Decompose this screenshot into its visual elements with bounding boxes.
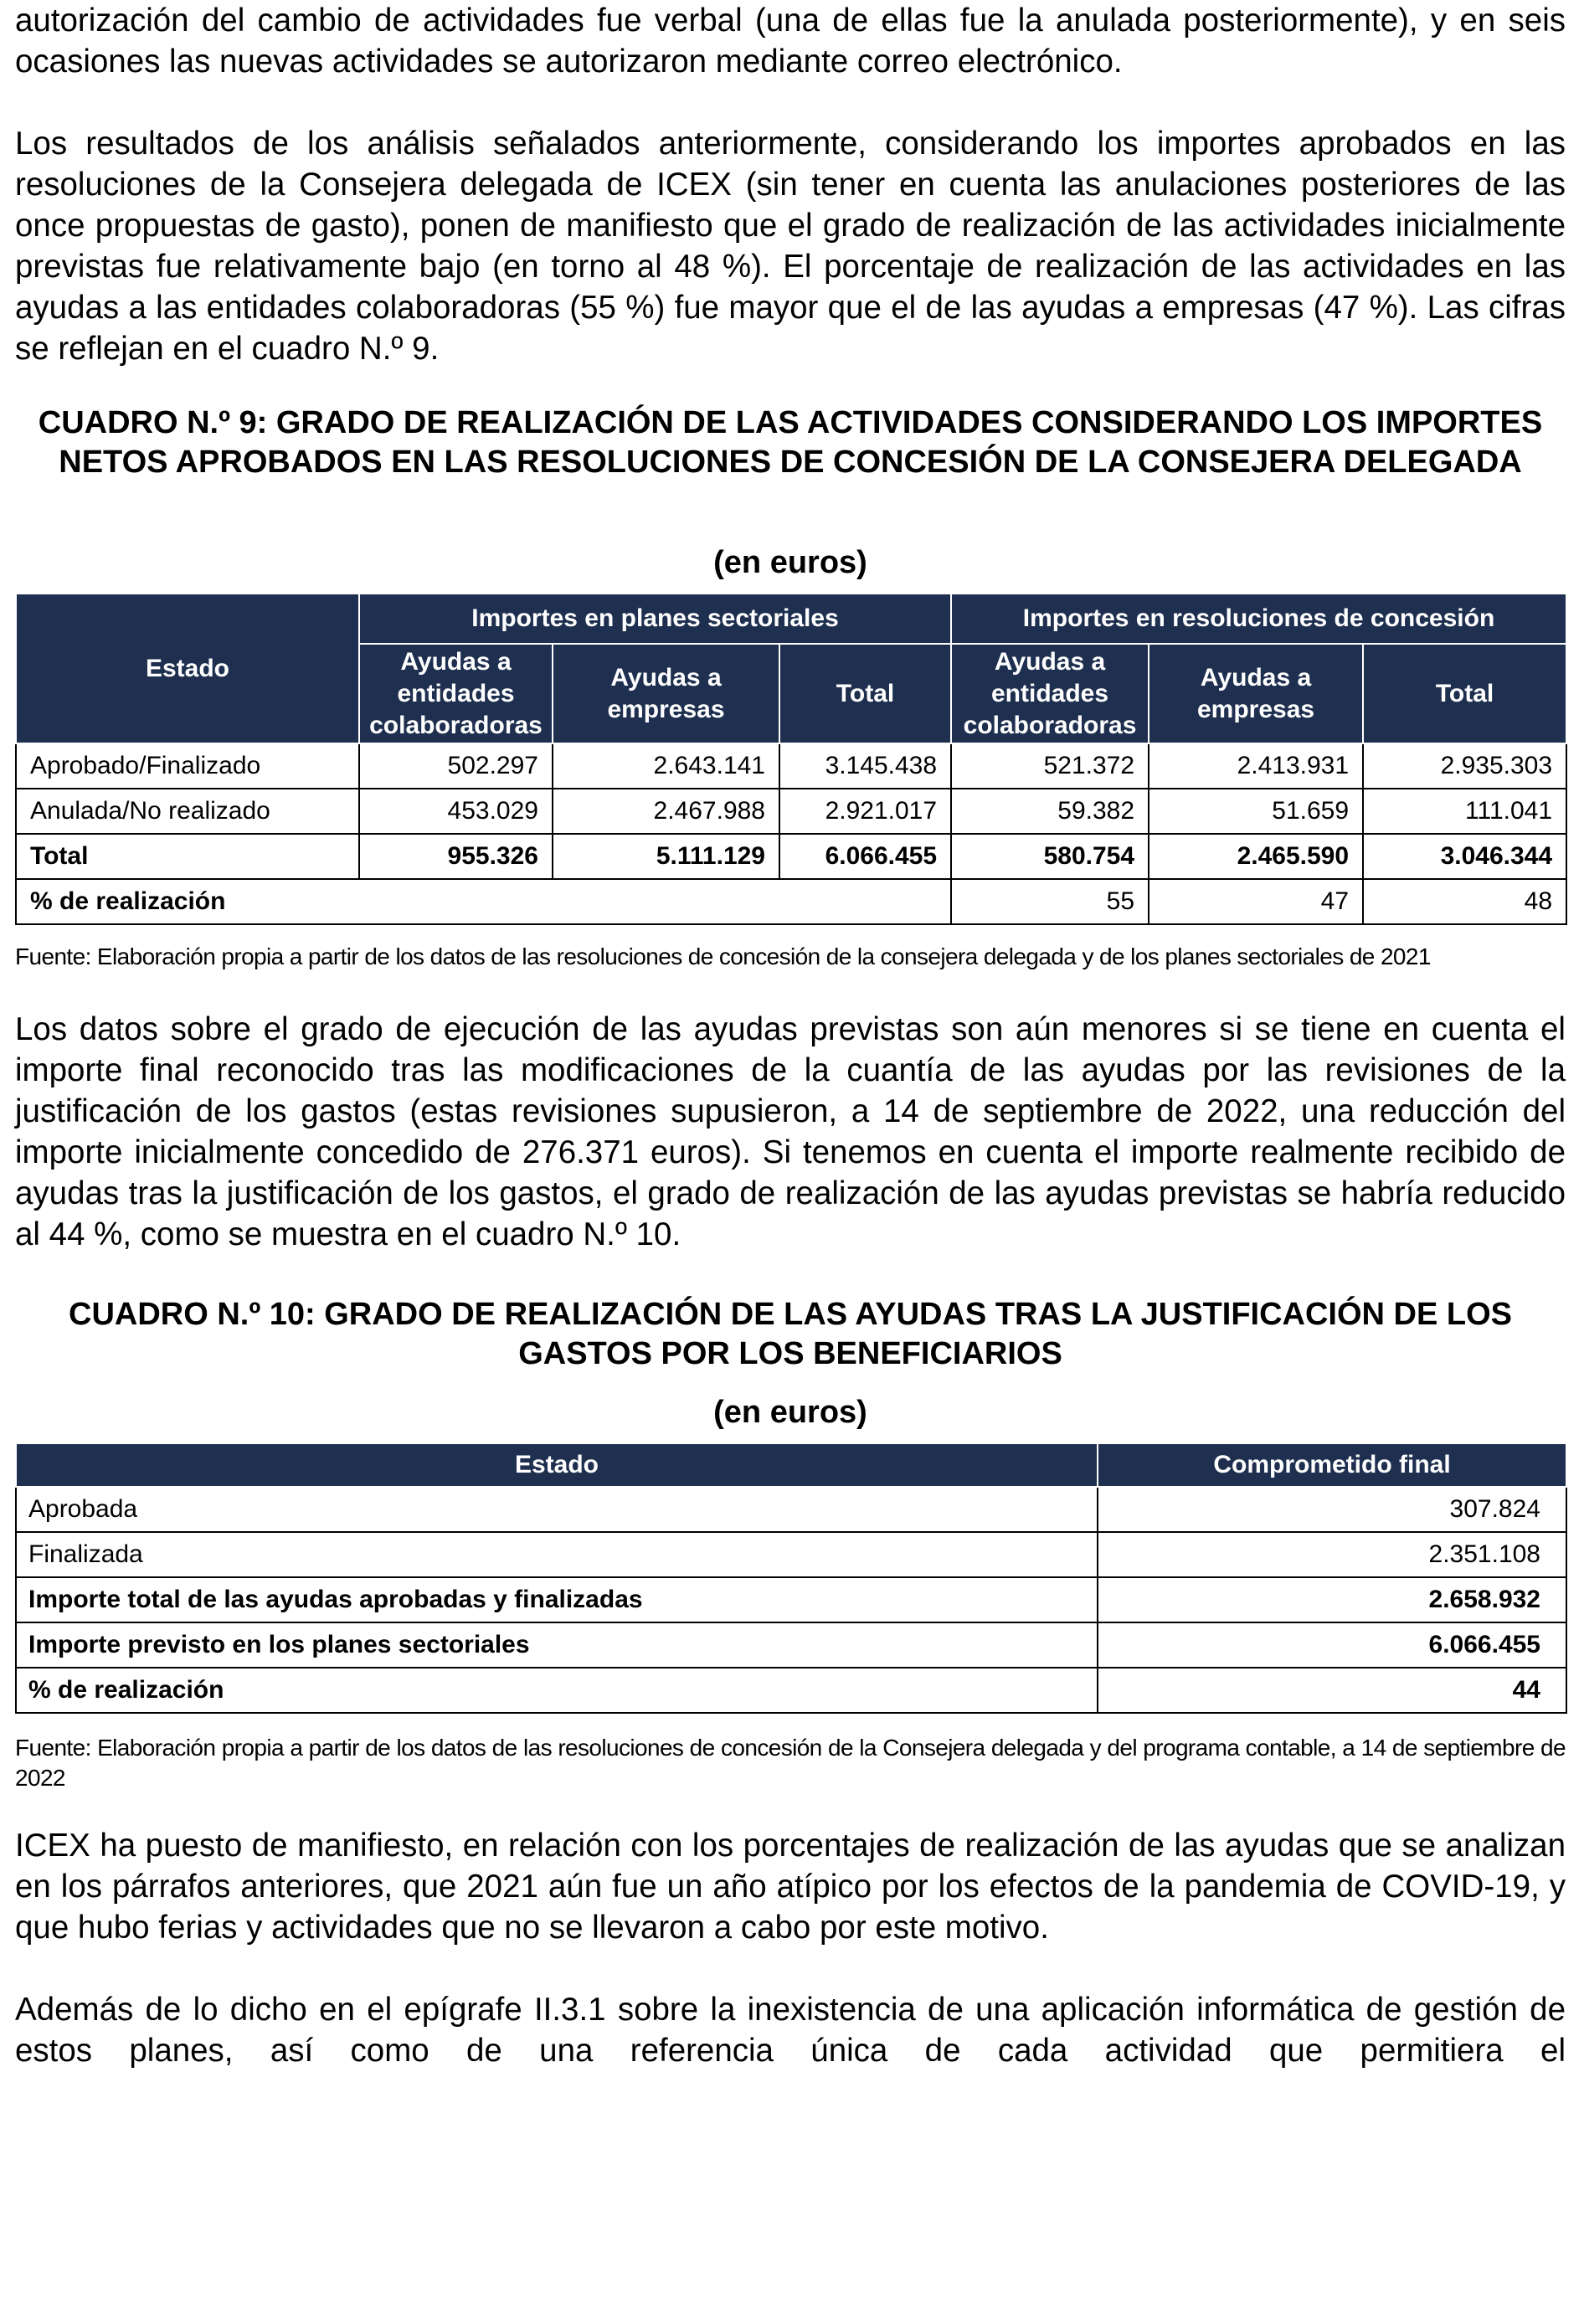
table-cell: 2.935.303: [1363, 743, 1566, 789]
row-label: Importe previsto en los planes sectoriales: [16, 1622, 1098, 1668]
table-row-total: [16, 834, 1566, 879]
table-cell: 6.066.455: [779, 834, 951, 879]
table-cell: 3.046.344: [1363, 834, 1566, 879]
table-cell: 44: [1098, 1668, 1566, 1713]
table-cell: 59.382: [951, 789, 1149, 834]
header-total-resoluciones: Total: [1363, 644, 1566, 743]
table-cell: 502.297: [359, 743, 553, 789]
row-label: Finalizada: [16, 1532, 1098, 1577]
table-cell: 47: [1149, 879, 1363, 924]
table-cell: 580.754: [951, 834, 1149, 879]
table-cell: 2.467.988: [553, 789, 779, 834]
cuadro9-title: CUADRO N.º 9: GRADO DE REALIZACIÓN DE LAS ACTIVIDADES CONSIDERANDO LOS IMPORTES NETOS APROBADOS EN LAS RESOLUCIONES DE CONCESIÓN DE LA CONSEJERA DELEGADA: [38, 405, 1543, 480]
row-label: Anulada/No realizado: [16, 789, 359, 834]
table-cell: 2.658.932: [1098, 1577, 1566, 1622]
table-row-realizacion: [16, 1668, 1566, 1713]
cuadro9-unit: (en euros): [713, 545, 867, 580]
table-row-importe-previsto: [16, 1622, 1566, 1668]
middle-paragraph: Los datos sobre el grado de ejecución de las ayudas previstas son aún menores si se tiene en cuenta el importe final reconocido tras las modificaciones de la cuantía de las ayudas por las revisiones de la justificación de los gastos (estas revisiones supusieron, a 14 de septiembre de 2022, una reducción del importe inicialmente concedido de 276.371 euros). Si tenemos en cuenta el importe realmente recibido de ayudas tras la justificación de los gastos, el grado de realización de las ayudas previstas se habría reducido al 44 %, como se muestra en el cuadro N.º 10.: [15, 1011, 1566, 1252]
header-total-planes: Total: [779, 644, 951, 743]
cuadro10-source: Fuente: Elaboración propia a partir de los datos de las resoluciones de concesión de la Consejera delegada y del programa contable, a 14 de septiembre de 2022: [15, 1735, 1566, 1791]
table-cell: 2.351.108: [1098, 1532, 1566, 1577]
table-cell: 55: [951, 879, 1149, 924]
row-label: Total: [16, 834, 359, 879]
table-row-anulada: [16, 789, 1566, 834]
header-entidades-resoluciones: Ayudas a entidades colaboradoras: [951, 644, 1149, 743]
table-row-importe-total: [16, 1577, 1566, 1622]
header-entidades-planes: Ayudas a entidades colaboradoras: [359, 644, 553, 743]
closing-paragraph-1: ICEX ha puesto de manifiesto, en relación con los porcentajes de realización de las ayudas que se analizan en los párrafos anteriores, que 2021 aún fue un año atípico por los efectos de la pandemia de COVID-19, y que hubo ferias y actividades que no se llevaron a cabo por este motivo.: [15, 1828, 1566, 1946]
table-cell: 2.921.017: [779, 789, 951, 834]
table-row-finalizada: [16, 1532, 1566, 1577]
table-row-realizacion: [16, 879, 1566, 924]
table-row-aprobada: [16, 1487, 1566, 1532]
header-empresas-resoluciones: Ayudas a empresas: [1149, 644, 1363, 743]
table-row-aprobado: [16, 743, 1566, 789]
cuadro9-source: Fuente: Elaboración propia a partir de los datos de las resoluciones de concesión de la consejera delegada y de los planes sectoriales de 2021: [15, 943, 1431, 969]
table-cell: 48: [1363, 879, 1566, 924]
table-cell: 5.111.129: [553, 834, 779, 879]
cuadro10-table: [15, 1442, 1567, 1714]
table-cell: 521.372: [951, 743, 1149, 789]
table-cell: 2.465.590: [1149, 834, 1363, 879]
cuadro10-title: CUADRO N.º 10: GRADO DE REALIZACIÓN DE LAS AYUDAS TRAS LA JUSTIFICACIÓN DE LOS GASTOS POR LOS BENEFICIARIOS: [69, 1297, 1512, 1371]
table-cell: 3.145.438: [779, 743, 951, 789]
row-label: Aprobado/Finalizado: [16, 743, 359, 789]
intro-paragraph-1: autorización del cambio de actividades fue verbal (una de ellas fue la anulada posteriormente), y en seis ocasiones las nuevas actividades se autorizaron mediante correo electrónico.: [15, 3, 1566, 80]
header-group-resoluciones-concesion: Importes en resoluciones de concesión: [951, 594, 1566, 644]
table-cell: 2.413.931: [1149, 743, 1363, 789]
header-group-planes-sectoriales: Importes en planes sectoriales: [359, 594, 951, 644]
table-cell: 111.041: [1363, 789, 1566, 834]
table-cell: 51.659: [1149, 789, 1363, 834]
header-estado: Estado: [16, 1443, 1098, 1487]
header-estado: Estado: [16, 594, 359, 743]
intro-paragraph-2: Los resultados de los análisis señalados anteriormente, considerando los importes aprobados en las resoluciones de la Consejera delegada de ICEX (sin tener en cuenta las anulaciones posteriores de las once propuestas de gasto), ponen de manifiesto que el grado de realización de las actividades inicialmente previstas fue relativamente bajo (en torno al 48 %). El porcentaje de realización de las actividades en las ayudas a las entidades colaboradoras (55 %) fue mayor que el de las ayudas a empresas (47 %). Las cifras se reflejan en el cuadro N.º 9.: [15, 126, 1566, 367]
cuadro9-table: [15, 593, 1567, 925]
table-cell: 2.643.141: [553, 743, 779, 789]
row-label: % de realización: [16, 879, 951, 924]
table-cell: 955.326: [359, 834, 553, 879]
closing-paragraph-2: Además de lo dicho en el epígrafe II.3.1 sobre la inexistencia de una aplicación informática de gestión de estos planes, así como de una referencia única de cada actividad que permitiera el: [15, 1992, 1566, 2069]
table-cell: 307.824: [1098, 1487, 1566, 1532]
table-cell: 453.029: [359, 789, 553, 834]
header-comprometido-final: Comprometido final: [1098, 1443, 1566, 1487]
cuadro10-unit: (en euros): [713, 1395, 867, 1430]
header-empresas-planes: Ayudas a empresas: [553, 644, 779, 743]
table-cell: 6.066.455: [1098, 1622, 1566, 1668]
row-label: Aprobada: [16, 1487, 1098, 1532]
row-label: Importe total de las ayudas aprobadas y finalizadas: [16, 1577, 1098, 1622]
row-label: % de realización: [16, 1668, 1098, 1713]
